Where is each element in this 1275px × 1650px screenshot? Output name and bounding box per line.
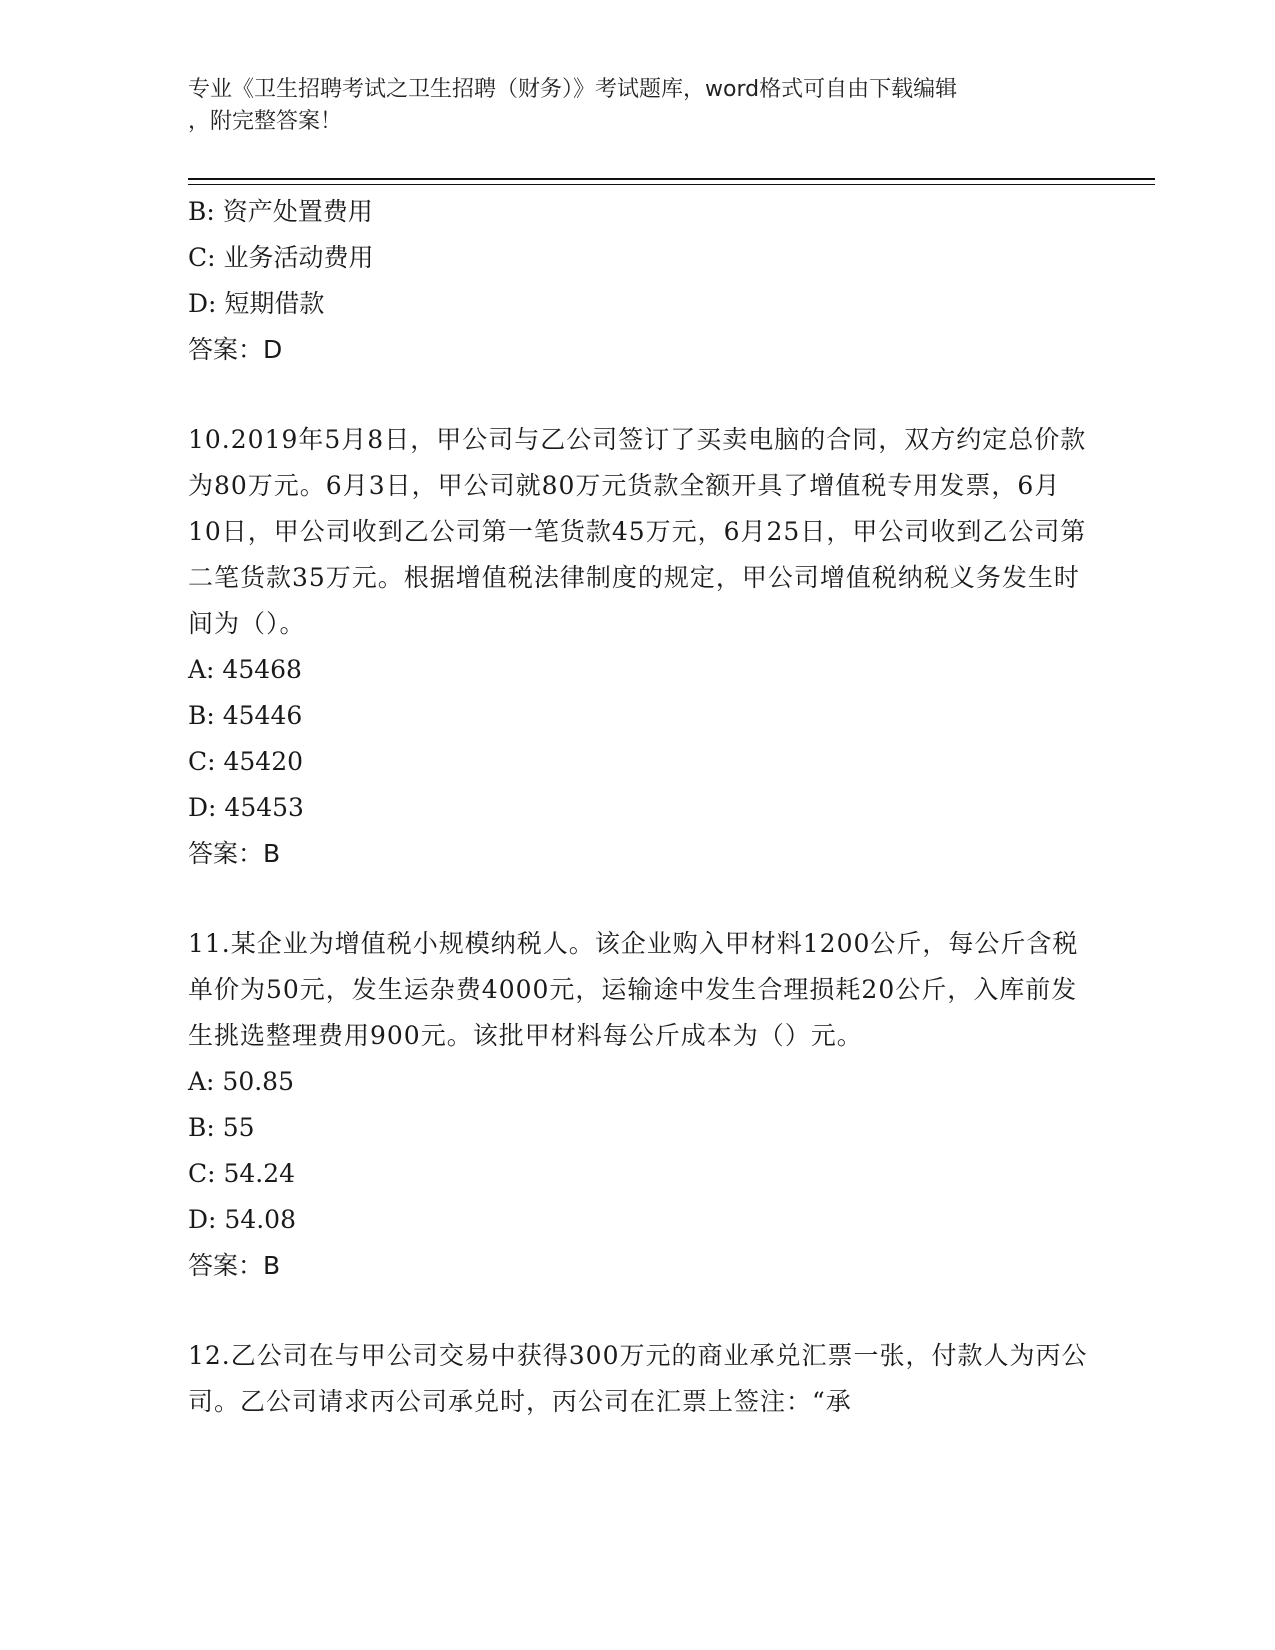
question-content <box>188 189 1088 1425</box>
option-b: B: 55 <box>188 1113 255 1142</box>
header-divider-thick <box>188 178 1155 180</box>
option-b: B: 资产处置费用 <box>188 197 373 226</box>
question-12 <box>188 1333 1088 1425</box>
spacer <box>188 1289 1088 1333</box>
header-title-line-2: ，附完整答案！ <box>188 109 343 134</box>
answer-line: 答案：B <box>188 1251 281 1280</box>
spacer <box>188 877 1088 921</box>
page-header <box>188 74 1088 138</box>
option-d: D: 54.08 <box>188 1205 296 1234</box>
header-divider-thin <box>188 184 1155 185</box>
option-c: C: 45420 <box>188 747 304 776</box>
answer-line: 答案：B <box>188 839 281 868</box>
answer-line: 答案：D <box>188 335 283 364</box>
option-c: C: 业务活动费用 <box>188 243 374 272</box>
question-stem: 10.2019年5月8日，甲公司与乙公司签订了买卖电脑的合同，双方约定总价款为80万元。6月3日，甲公司就80万元货款全额开具了增值税专用发票，6月10日，甲公司收到乙公司第一笔货款45万元，6月25日，甲公司收到乙公司第二笔货款35万元。根据增值税法律制度的规定，甲公司增值税纳税义务发生时间为（）。 <box>188 425 1087 638</box>
option-a: A: 45468 <box>188 655 302 684</box>
option-d: D: 45453 <box>188 793 304 822</box>
question-stem: 11.某企业为增值税小规模纳税人。该企业购入甲材料1200公斤，每公斤含税单价为50元，发生运杂费4000元，运输途中发生合理损耗20公斤，入库前发生挑选整理费用900元。该批甲材料每公斤成本为（）元。 <box>188 929 1079 1050</box>
option-b: B: 45446 <box>188 701 303 730</box>
option-a: A: 50.85 <box>188 1067 294 1096</box>
option-c: C: 54.24 <box>188 1159 296 1188</box>
question-9-tail <box>188 189 1088 373</box>
question-stem: 12.乙公司在与甲公司交易中获得300万元的商业承兑汇票一张，付款人为丙公司。乙公司请求丙公司承兑时，丙公司在汇票上签注：“承 <box>188 1341 1088 1416</box>
spacer <box>188 373 1088 417</box>
option-d: D: 短期借款 <box>188 289 325 318</box>
header-title-line-1: 专业《卫生招聘考试之卫生招聘（财务）》考试题库，word格式可自由下载编辑 <box>188 77 958 102</box>
question-11 <box>188 921 1088 1289</box>
question-10 <box>188 417 1088 877</box>
